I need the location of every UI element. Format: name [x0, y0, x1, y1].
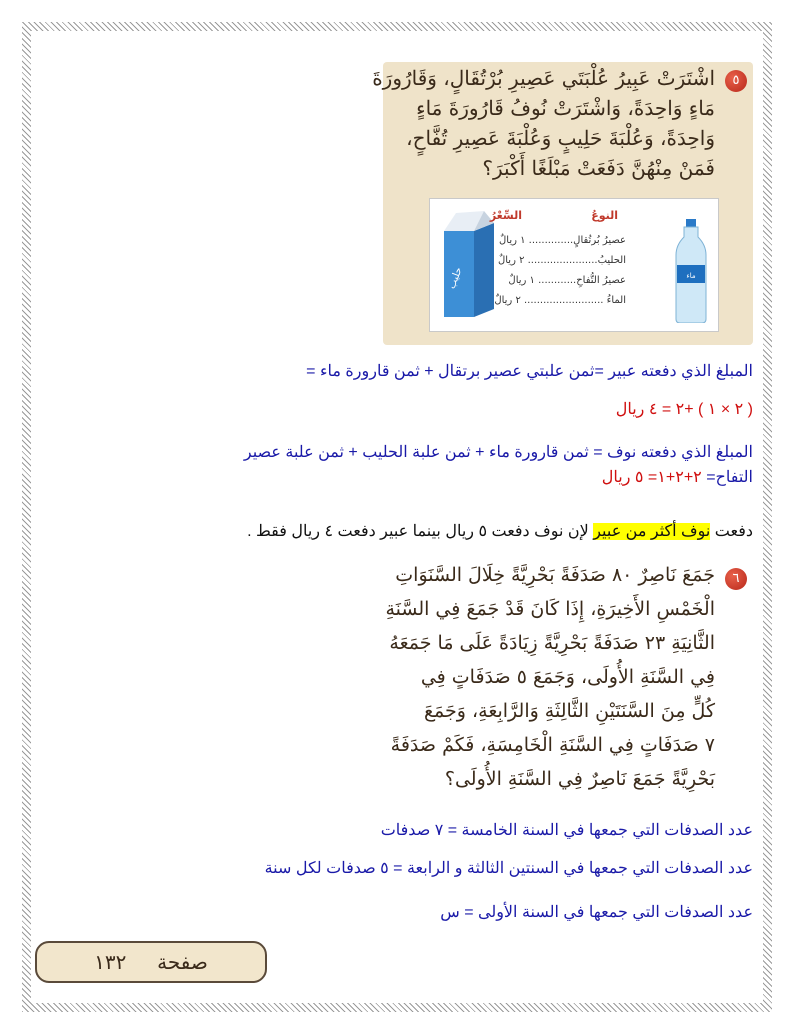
answer-highlight: نوف أكثر من عبير: [593, 523, 711, 540]
solution-6-line1: عدد الصدفات التي جمعها في السنة الخامسة = ٧ صدفات: [380, 822, 753, 839]
solution-5-nouf-line1: المبلغ الذي دفعته نوف = ثمن قارورة ماء + ثمن علبة الحليب + ثمن علبة عصير: [243, 444, 753, 461]
table-header-type: النوعُ: [591, 209, 618, 222]
question-text-line: الْخَمْسِ الأَخِيرَةِ، إِذَا كَانَ قَدْ جَمَعَ فِي السَّنَةِ: [385, 598, 715, 620]
solution-6-line3: عدد الصدفات التي جمعها في السنة الأولى = س: [440, 904, 753, 921]
question-text-line: جَمَعَ نَاصِرٌ ٨٠ صَدَفَةً بَحْرِيَّةً خِلَالَ السَّنَوَاتِ: [395, 564, 715, 586]
question-text-line: اشْتَرَتْ عَبِيرُ عُلْبَتَي عَصِيرِ بُرْتُقَالٍ، وَقَارُورَةَ: [372, 66, 715, 90]
question-text-line: بَحْرِيَّةً جَمَعَ نَاصِرٌ فِي السَّنَةِ الأُولَى؟: [444, 768, 715, 790]
nouf-line2-prefix: التفاح=: [706, 469, 753, 486]
page-number-badge: [35, 941, 267, 983]
answer-suffix: لإن نوف دفعت ٥ ريال بينما عبير دفعت ٤ ريال فقط .: [247, 523, 594, 540]
carton-label: حليب: [446, 265, 465, 291]
question-text-line: فِي السَّنَةِ الأُولَى، وَجَمَعَ ٥ صَدَفَاتٍ فِي: [420, 666, 715, 688]
solution-5-abeer: المبلغ الذي دفعته عبير =ثمن علبتي عصير برتقال + ثمن قارورة ماء =: [306, 363, 753, 380]
price-row: الحليبُ...................... ٢ ريالٌ: [497, 255, 626, 266]
question-text-line: ٧ صَدَفَاتٍ فِي السَّنَةِ الْخَامِسَةِ، فَكَمْ صَدَفَةً: [390, 734, 715, 756]
question-number-badge: ٦: [725, 568, 747, 590]
solution-6-line2: عدد الصدفات التي جمعها في السنتين الثالثة و الرابعة = ٥ صدفات لكل سنة: [264, 860, 753, 877]
question-text-line: الثَّانِيَةِ ٢٣ صَدَفَةً بَحْرِيَّةً زِيَادَةً عَلَى مَا جَمَعَهُ: [389, 632, 715, 654]
question-text-line: كُلٍّ مِنَ السَّنَتَيْنِ الثَّالِثَةِ وَالرَّابِعَةِ، وَجَمَعَ: [423, 700, 715, 722]
question-text-line: مَاءٍ وَاحِدَةً، وَاشْتَرَتْ نُوفُ قَارُورَةَ مَاءٍ: [416, 96, 715, 120]
price-table-figure: [429, 198, 719, 332]
solution-5-nouf-line2: [602, 467, 753, 487]
answer-prefix: دفعت: [710, 523, 753, 540]
table-header-price: السِّعْرُ: [489, 209, 522, 222]
water-bottle-icon: [674, 219, 708, 323]
question-number-badge: ٥: [725, 70, 747, 92]
question-6-block: [385, 562, 753, 806]
question-5-block: [372, 62, 753, 345]
price-row: عصيرُ التُّفاحِ............ ١ ريالٌ: [508, 275, 626, 286]
question-text-line: فَمَنْ مِنْهُنَّ دَفَعَتْ مَبْلَغًا أَكْبَرَ؟: [482, 156, 715, 180]
solution-5-answer: [247, 521, 753, 541]
price-row: عصيرُ بُرتُقالٍ.............. ١ ريالٌ: [499, 235, 626, 246]
milk-carton-icon: [438, 209, 498, 319]
page-number: ١٣٢: [94, 950, 127, 974]
price-row: الماءُ ......................... ٢ ريالٌ: [494, 295, 626, 306]
nouf-line2-calc: ٢+٢+١= ٥ ريال: [601, 469, 707, 486]
question-text-line: وَاحِدَةً، وَعُلْبَةَ حَلِيبٍ وَعُلْبَةَ عَصِيرِ تُفَّاحٍ،: [406, 126, 715, 150]
solution-5-abeer-calc: ( ٢ × ١ ) +٢ = ٤ ريال: [615, 401, 753, 418]
bottle-label: ماء: [686, 272, 696, 280]
page-label: صفحة: [157, 950, 208, 974]
